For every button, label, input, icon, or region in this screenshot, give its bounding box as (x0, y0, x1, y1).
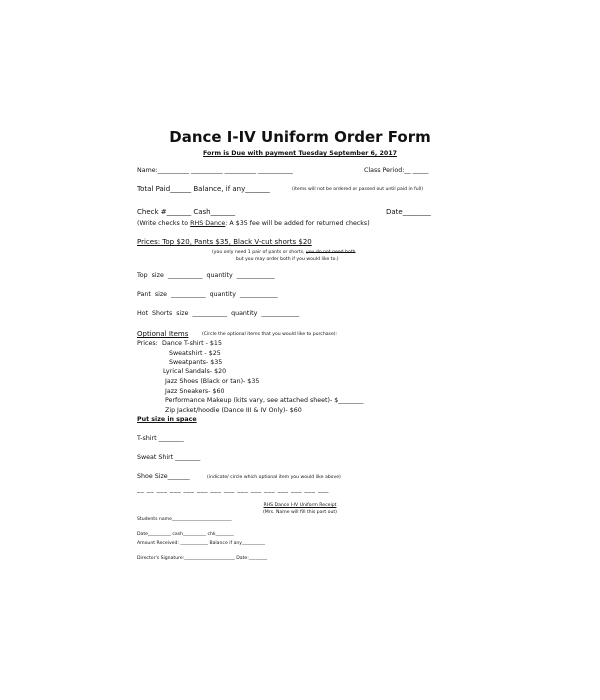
receipt-date-cash-check-field[interactable]: Date__________ cash__________ chk________ (137, 532, 234, 537)
optional-item[interactable]: Lyrical Sandals- $20 (163, 368, 227, 375)
optional-item[interactable]: Sweatshirt - $25 (169, 350, 221, 357)
name-field[interactable]: Name:__________ __________ __________ ___________ (137, 167, 293, 174)
class-period-field[interactable]: Class Period:__ _____ (364, 167, 429, 174)
hot-shorts-size-quantity-field[interactable]: Hot Shorts size ___________ quantity ____________ (137, 310, 300, 317)
receipt-amount-balance-field[interactable]: Amount Received: ____________ Balance if any__________ (137, 541, 265, 546)
optional-item[interactable]: Jazz Shoes (Black or tan)- $35 (165, 378, 260, 385)
optional-prices-label: Prices: (137, 340, 158, 347)
receipt-director-signature-field[interactable]: Director's Signature:______________________ Date:________ (137, 556, 268, 561)
write-checks-suffix: : A $35 fee will be added for returned checks) (225, 220, 370, 227)
rhs-dance-text: RHS Dance (190, 220, 226, 227)
pants-shorts-note-struck: you do not need both (306, 250, 356, 255)
prices-line: Prices: Top $20, Pants $35, Black V-cut shorts $20 (137, 238, 312, 246)
optional-item[interactable]: Sweatpants- $35 (169, 359, 223, 366)
sweatshirt-size-field[interactable]: Sweat Shirt ________ (137, 454, 201, 461)
receipt-students-name-field[interactable]: Students name__________________________ (137, 517, 232, 522)
pants-shorts-note-line2: but you may order both if you would like to.) (236, 257, 339, 262)
optional-item[interactable]: Zip Jacket/hoodie (Dance III & IV Only)- $60 (165, 407, 302, 414)
tshirt-size-field[interactable]: T-shirt ________ (137, 435, 184, 442)
optional-item[interactable]: Dance T-shirt - $15 (162, 340, 222, 347)
form-title: Dance I-IV Uniform Order Form (169, 128, 431, 146)
total-paid-field[interactable]: Total Paid______ Balance, if any_______ (137, 185, 270, 193)
write-checks-prefix: (Write checks to (137, 220, 191, 227)
date-field[interactable]: Date________ (386, 208, 431, 216)
shoe-size-note: (indicate/ circle which optional item you would like above) (207, 475, 341, 480)
receipt-note: (Mrs. Name will fill this part out) (263, 510, 337, 515)
pant-size-quantity-field[interactable]: Pant size ___________ quantity ____________ (137, 291, 278, 298)
due-date-line: Form is Due with payment Tuesday September 6, 2017 (202, 150, 398, 157)
check-cash-field[interactable]: Check #_______ Cash_______ (137, 208, 236, 216)
receipt-title: RHS Dance I-IV Uniform Receipt (263, 503, 337, 508)
write-checks-note (137, 221, 370, 227)
cut-line: __ __ ___ ___ ___ ___ ___ ___ ___ ___ ___ ___ ___ ___ ___ (137, 486, 329, 493)
optional-items-note: (Circle the optional items that you would like to purchase): (202, 332, 338, 337)
shoe-size-field[interactable]: Shoe Size_______ (137, 473, 190, 480)
top-size-quantity-field[interactable]: Top size ___________ quantity ____________ (137, 272, 275, 279)
put-size-heading: Put size in space (137, 416, 197, 423)
pants-shorts-note (212, 251, 355, 256)
balance-note: (items will not be ordered or passed out until paid in full) (292, 187, 424, 192)
pants-shorts-note-prefix: (you only need 1 pair of pants or shorts, (212, 250, 307, 255)
optional-item[interactable]: Jazz Sneakers- $60 (165, 388, 225, 395)
optional-item[interactable]: Performance Makeup (kits vary, see attached sheet)- $________ (165, 397, 364, 404)
optional-items-title: Optional Items (137, 330, 189, 338)
